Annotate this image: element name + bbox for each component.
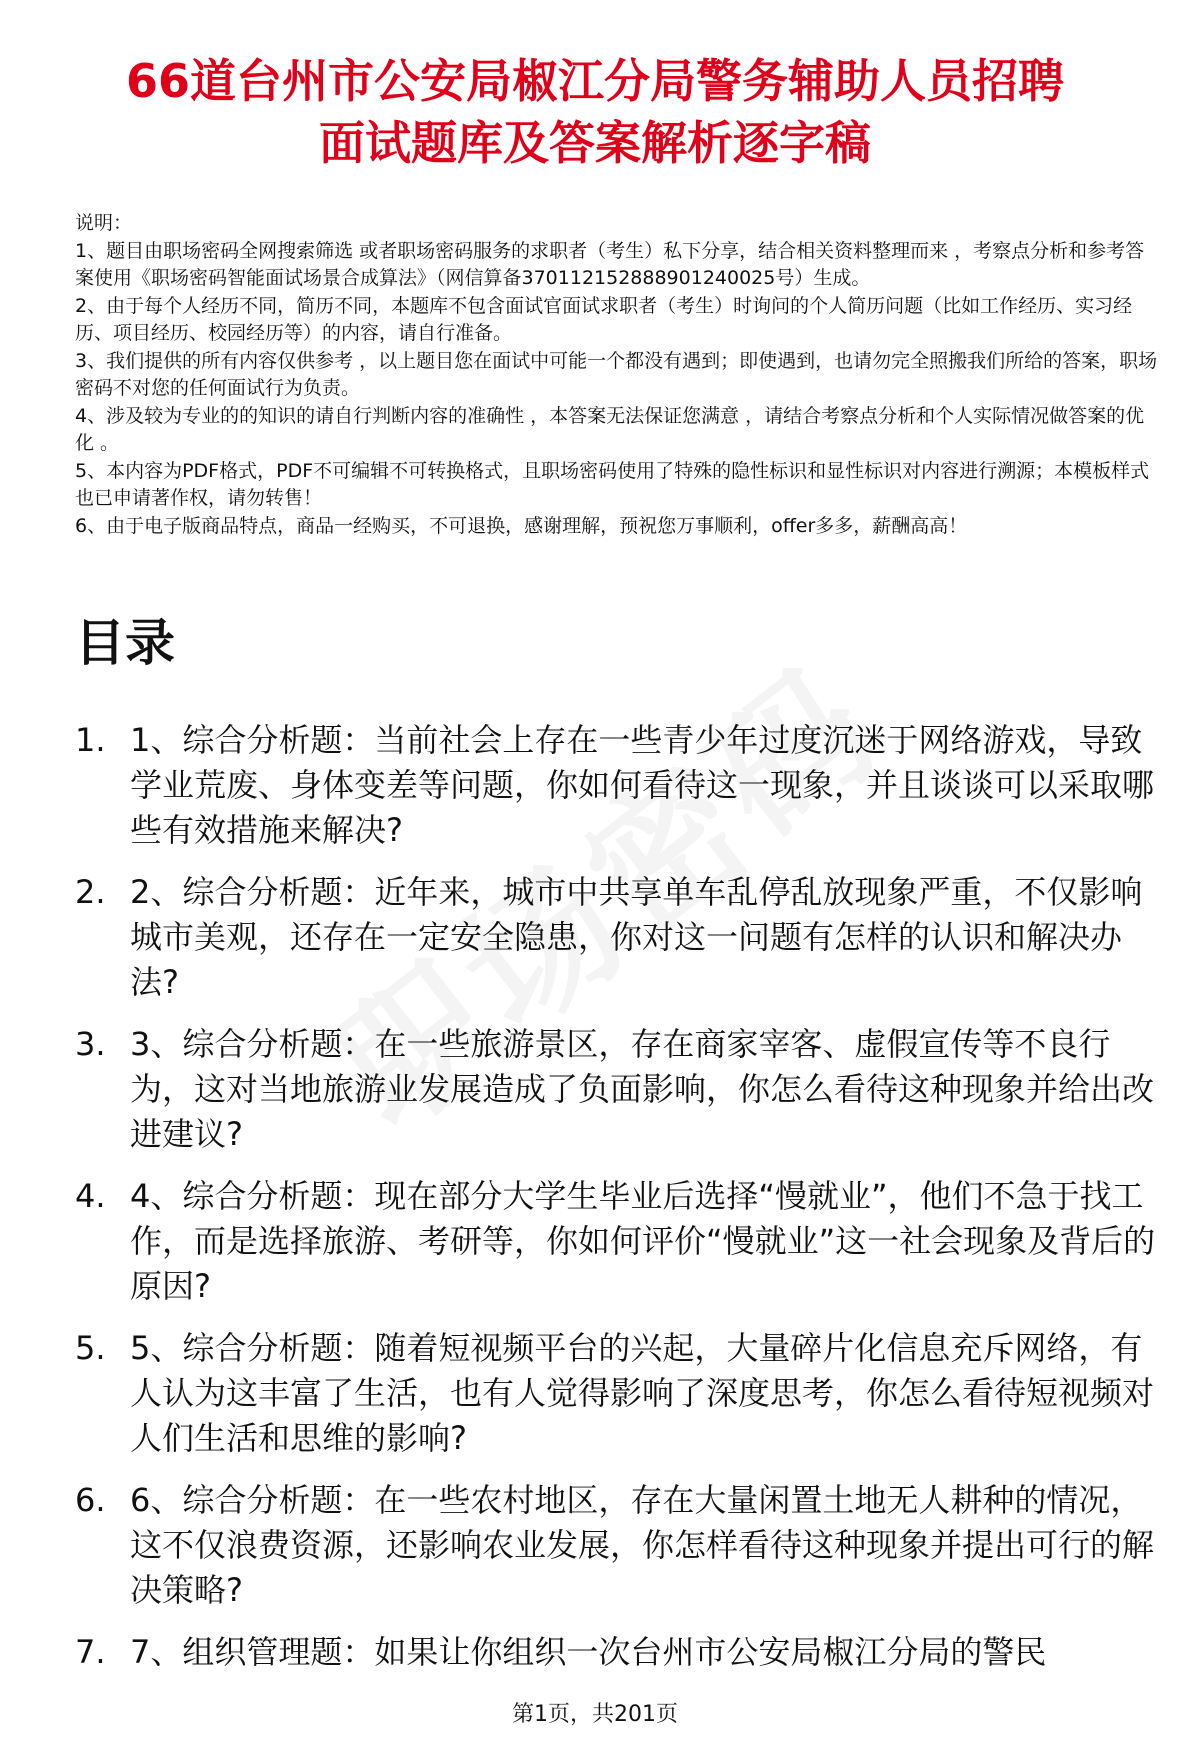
toc-item-number: 1. (75, 721, 106, 759)
toc-item[interactable] (75, 1022, 1165, 1157)
title-line-2: 面试题库及答案解析逐字稿 (319, 116, 871, 170)
toc-item-number: 4. (75, 1177, 106, 1215)
toc-item-number: 2. (75, 873, 106, 911)
toc-heading: 目录 (75, 614, 175, 672)
page-footer: 第1页，共201页 (512, 1702, 678, 1727)
title-line-1: 66道台州市公安局椒江分局警务辅助人员招聘 (125, 54, 1064, 108)
toc-item-text[interactable]: 7、组织管理题：如果让你组织一次台州市公安局椒江分局的警民 (130, 1633, 1047, 1671)
instruction-item: 3、我们提供的所有内容仅供参考 ，以上题目您在面试中可能一个都没有遇到；即使遇到，也请勿完全照搬我们所给的答案，职场密码不对您的任何面试行为负责。 (75, 349, 1158, 399)
toc-item-text[interactable]: 6、综合分析题：在一些农村地区，存在大量闲置土地无人耕种的情况，这不仅浪费资源，还影响农业发展，你怎样看待这种现象并提出可行的解决策略? (130, 1481, 1155, 1609)
toc-item-text[interactable]: 4、综合分析题：现在部分大学生毕业后选择“慢就业”，他们不急于找工作，而是选择旅游、考研等，你如何评价“慢就业”这一社会现象及背后的原因? (130, 1177, 1156, 1305)
toc-item-text[interactable]: 2、综合分析题：近年来，城市中共享单车乱停乱放现象严重，不仅影响城市美观，还存在一定安全隐患，你对这一问题有怎样的认识和解决办法? (130, 873, 1143, 1001)
toc-item[interactable] (75, 1478, 1165, 1613)
toc-item[interactable] (75, 718, 1165, 853)
toc-item-text[interactable]: 3、综合分析题：在一些旅游景区，存在商家宰客、虚假宣传等不良行为，这对当地旅游业发展造成了负面影响，你怎么看待这种现象并给出改进建议? (130, 1025, 1155, 1153)
instruction-item: 1、题目由职场密码全网搜索筛选 或者职场密码服务的求职者（考生）私下分享，结合相关资料整理而来 ，考察点分析和参考答案使用《职场密码智能面试场景合成算法》（网信算备370112152888901240025号）生成。 (75, 239, 1145, 289)
toc-item[interactable] (75, 1174, 1165, 1309)
instruction-item: 2、由于每个人经历不同，简历不同，本题库不包含面试官面试求职者（考生）时询问的个人简历问题（比如工作经历、实习经历、项目经历、校园经历等）的内容，请自行准备。 (75, 294, 1133, 344)
instruction-item: 6、由于电子版商品特点，商品一经购买，不可退换，感谢理解，预祝您万事顺利，offer多多，薪酬高高！ (75, 514, 968, 537)
instructions-block (75, 210, 1160, 540)
toc-item[interactable] (75, 1326, 1165, 1461)
toc-item-number: 3. (75, 1025, 106, 1063)
toc-item[interactable] (75, 1630, 1165, 1675)
toc-item-text[interactable]: 5、综合分析题：随着短视频平台的兴起，大量碎片化信息充斥网络，有人认为这丰富了生活，也有人觉得影响了深度思考，你怎么看待短视频对人们生活和思维的影响? (130, 1329, 1155, 1457)
toc-item-number: 6. (75, 1481, 106, 1519)
toc-item-number: 5. (75, 1329, 106, 1367)
toc-item-number: 7. (75, 1633, 106, 1671)
toc-item-text[interactable]: 1、综合分析题：当前社会上存在一些青少年过度沉迷于网络游戏，导致学业荒废、身体变差等问题，你如何看待这一现象，并且谈谈可以采取哪些有效措施来解决? (130, 721, 1155, 849)
instructions-heading: 说明： (75, 212, 133, 234)
document-title (60, 50, 1130, 174)
instruction-item: 4、涉及较为专业的的知识的请自行判断内容的准确性 ，本答案无法保证您满意 ，请结合考察点分析和个人实际情况做答案的优化 。 (75, 404, 1145, 454)
instruction-item: 5、本内容为PDF格式，PDF不可编辑不可转换格式，且职场密码使用了特殊的隐性标识和显性标识对内容进行溯源；本模板样式也已申请著作权，请勿转售！ (75, 459, 1150, 509)
toc-item[interactable] (75, 870, 1165, 1005)
table-of-contents (75, 718, 1165, 1692)
